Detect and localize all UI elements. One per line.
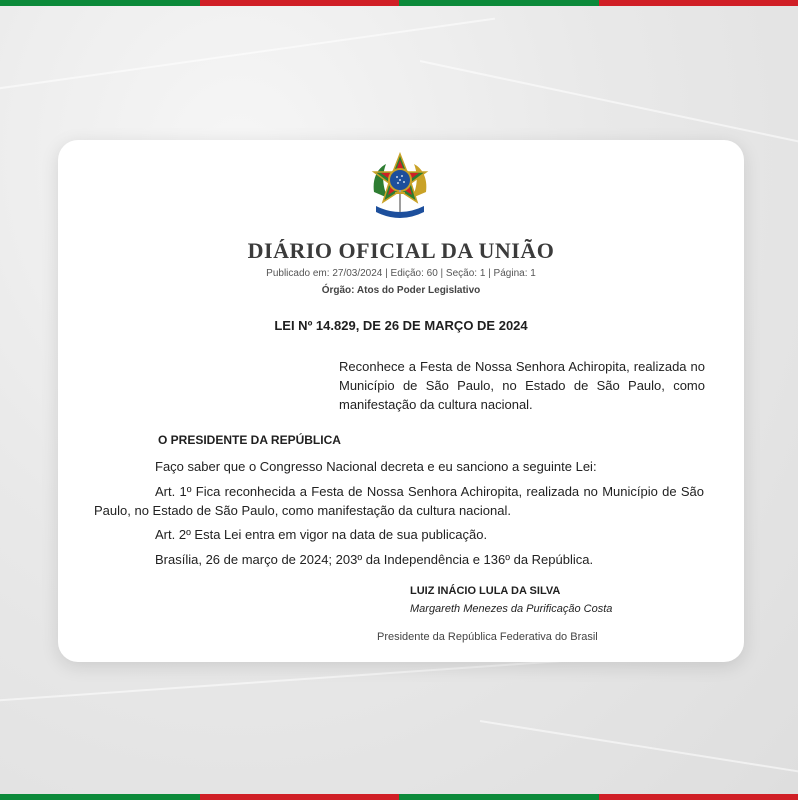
orgao-line (58, 285, 744, 296)
article-2: Art. 2º Esta Lei entra em vigor na data de sua publicação. (155, 527, 488, 542)
doc-title: DIÁRIO OFICIAL DA UNIÃO (247, 238, 555, 263)
stripe-green (0, 794, 200, 800)
intro-paragraph: Faço saber que o Congresso Nacional decreta e eu sanciono a seguinte Lei: (155, 459, 597, 474)
signer-role: Presidente da República Federativa do Brasil (377, 631, 598, 643)
article-1: Art. 1º Fica reconhecida a Festa de Nossa Senhora Achiropita, realizada no Município de São Paulo, no Estado de São Paulo, como manifestação da cultura nacional. (94, 484, 704, 518)
bottom-flag-stripe (0, 794, 798, 800)
stripe-green (0, 0, 200, 6)
signer-name: LUIZ INÁCIO LULA DA SILVA (410, 585, 561, 597)
orgao-text: Órgão: Atos do Poder Legislativo (321, 285, 481, 296)
background-crease (0, 18, 495, 92)
stripe-green (399, 0, 599, 6)
stripe-red (200, 0, 400, 6)
stripe-red (599, 794, 798, 800)
law-ementa: Reconhece a Festa de Nossa Senhora Achiropita, realizada no Município de São Paulo, no Estado de São Paulo, como manifestação da cultura nacional. (339, 359, 705, 412)
stripe-red (599, 0, 798, 6)
stripe-green (399, 794, 599, 800)
top-flag-stripe (0, 0, 798, 6)
background-crease (480, 720, 798, 778)
closing-line: Brasília, 26 de março de 2024; 203º da Independência e 136º da República. (155, 552, 594, 567)
publication-meta: Publicado em: 27/03/2024 | Edição: 60 | Seção: 1 | Página: 1 (266, 268, 536, 279)
stripe-red (200, 794, 400, 800)
co-signer-name: Margareth Menezes da Purificação Costa (410, 603, 613, 615)
background-crease (0, 658, 589, 702)
document-card (58, 140, 744, 662)
law-title: LEI Nº 14.829, DE 26 DE MARÇO DE 2024 (274, 318, 528, 333)
background-crease (420, 60, 798, 149)
president-heading: O PRESIDENTE DA REPÚBLICA (158, 433, 341, 447)
brazil-coat-of-arms-icon (364, 152, 436, 224)
